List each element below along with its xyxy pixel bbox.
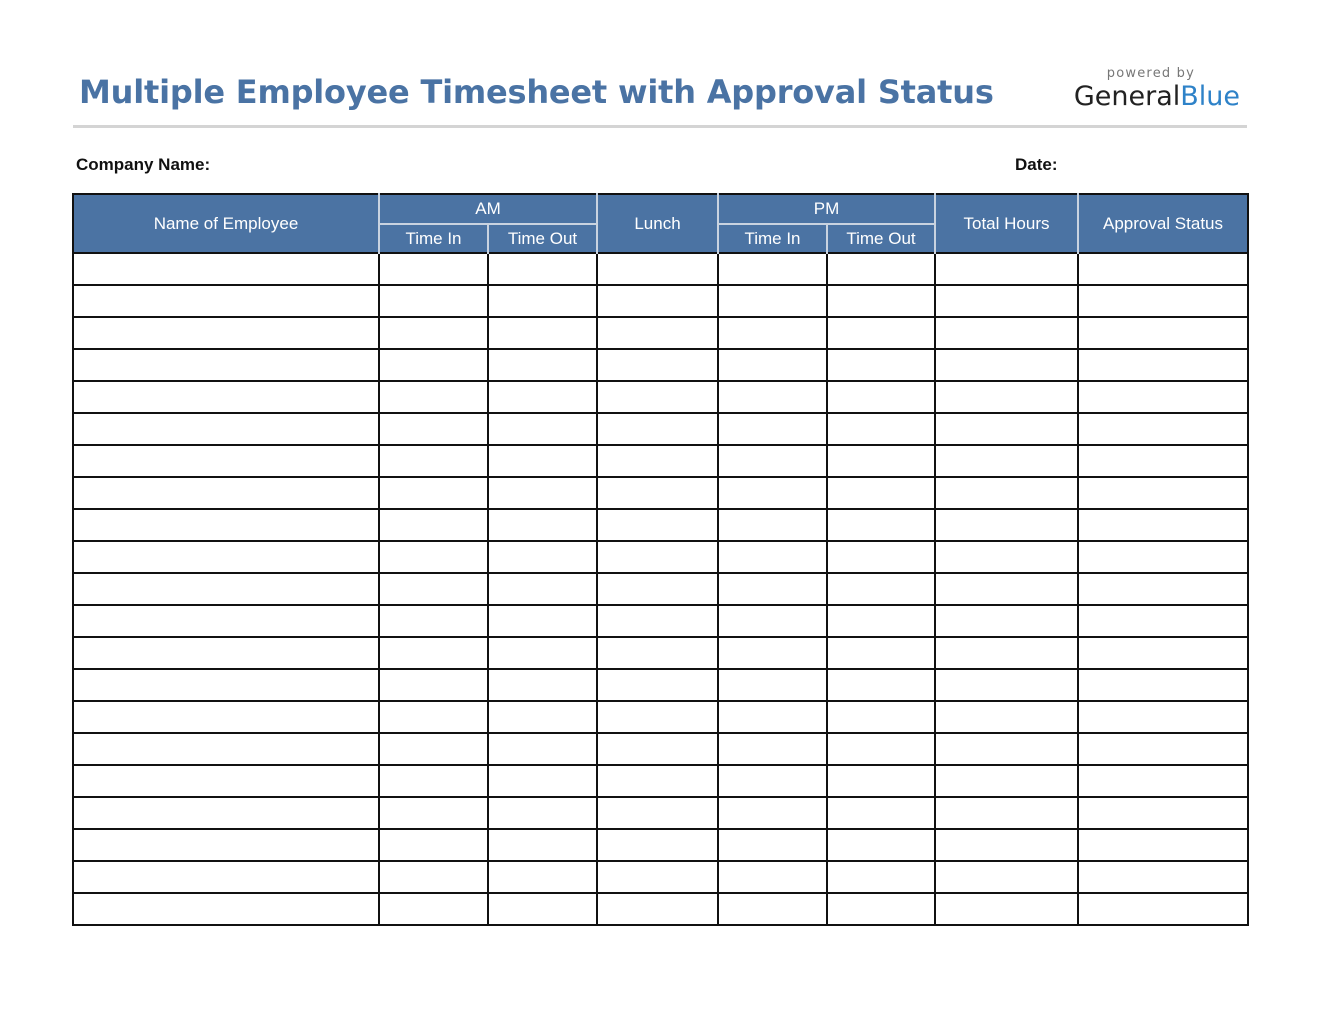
- am-time-out-cell[interactable]: [488, 829, 597, 861]
- lunch-cell[interactable]: [597, 701, 718, 733]
- pm-time-in-cell[interactable]: [718, 253, 827, 285]
- table-row: [73, 829, 1248, 861]
- pm-time-out-cell[interactable]: [827, 477, 935, 509]
- employee-name-cell[interactable]: [73, 605, 379, 637]
- pm-time-in-cell[interactable]: [718, 797, 827, 829]
- header-lunch: Lunch: [597, 194, 718, 253]
- total-hours-cell[interactable]: [935, 509, 1078, 541]
- table-row: [73, 381, 1248, 413]
- lunch-cell[interactable]: [597, 605, 718, 637]
- pm-time-out-cell[interactable]: [827, 701, 935, 733]
- am-time-out-cell[interactable]: [488, 733, 597, 765]
- employee-name-cell[interactable]: [73, 253, 379, 285]
- pm-time-in-cell[interactable]: [718, 669, 827, 701]
- table-row: [73, 413, 1248, 445]
- am-time-in-cell[interactable]: [379, 381, 488, 413]
- approval-status-cell[interactable]: [1078, 285, 1248, 317]
- lunch-cell[interactable]: [597, 381, 718, 413]
- table-row: [73, 637, 1248, 669]
- page-title: Multiple Employee Timesheet with Approval Status: [79, 73, 994, 111]
- lunch-cell[interactable]: [597, 765, 718, 797]
- header-pm-time-in: Time In: [718, 224, 827, 253]
- pm-time-out-cell[interactable]: [827, 829, 935, 861]
- brand-name-general: General: [1073, 81, 1181, 112]
- brand-name-blue: Blue: [1180, 81, 1240, 112]
- lunch-cell[interactable]: [597, 445, 718, 477]
- employee-name-cell[interactable]: [73, 541, 379, 573]
- employee-name-cell[interactable]: [73, 893, 379, 925]
- table-row: [73, 893, 1248, 925]
- pm-time-out-cell[interactable]: [827, 317, 935, 349]
- table-row: [73, 317, 1248, 349]
- total-hours-cell[interactable]: [935, 317, 1078, 349]
- am-time-in-cell[interactable]: [379, 413, 488, 445]
- am-time-out-cell[interactable]: [488, 317, 597, 349]
- lunch-cell[interactable]: [597, 829, 718, 861]
- table-row: [73, 573, 1248, 605]
- approval-status-cell[interactable]: [1078, 541, 1248, 573]
- pm-time-in-cell[interactable]: [718, 733, 827, 765]
- pm-time-in-cell[interactable]: [718, 541, 827, 573]
- total-hours-cell[interactable]: [935, 413, 1078, 445]
- lunch-cell[interactable]: [597, 253, 718, 285]
- total-hours-cell[interactable]: [935, 541, 1078, 573]
- pm-time-in-cell[interactable]: [718, 765, 827, 797]
- pm-time-in-cell[interactable]: [718, 445, 827, 477]
- table-row: [73, 605, 1248, 637]
- lunch-cell[interactable]: [597, 413, 718, 445]
- total-hours-cell[interactable]: [935, 253, 1078, 285]
- approval-status-cell[interactable]: [1078, 413, 1248, 445]
- pm-time-out-cell[interactable]: [827, 765, 935, 797]
- am-time-in-cell[interactable]: [379, 605, 488, 637]
- header-total-hours: Total Hours: [935, 194, 1078, 253]
- am-time-out-cell[interactable]: [488, 253, 597, 285]
- pm-time-in-cell[interactable]: [718, 893, 827, 925]
- lunch-cell[interactable]: [597, 733, 718, 765]
- total-hours-cell[interactable]: [935, 285, 1078, 317]
- employee-name-cell[interactable]: [73, 765, 379, 797]
- employee-name-cell[interactable]: [73, 797, 379, 829]
- lunch-cell[interactable]: [597, 317, 718, 349]
- total-hours-cell[interactable]: [935, 893, 1078, 925]
- pm-time-out-cell[interactable]: [827, 541, 935, 573]
- approval-status-cell[interactable]: [1078, 765, 1248, 797]
- approval-status-cell[interactable]: [1078, 573, 1248, 605]
- am-time-out-cell[interactable]: [488, 797, 597, 829]
- am-time-in-cell[interactable]: [379, 861, 488, 893]
- header-am-time-out: Time Out: [488, 224, 597, 253]
- brand-name: [1074, 81, 1240, 113]
- approval-status-cell[interactable]: [1078, 637, 1248, 669]
- pm-time-out-cell[interactable]: [827, 509, 935, 541]
- approval-status-cell[interactable]: [1078, 317, 1248, 349]
- approval-status-cell[interactable]: [1078, 253, 1248, 285]
- am-time-in-cell[interactable]: [379, 477, 488, 509]
- table-row: [73, 253, 1248, 285]
- pm-time-in-cell[interactable]: [718, 317, 827, 349]
- header-approval-status: Approval Status: [1078, 194, 1248, 253]
- table-row: [73, 541, 1248, 573]
- total-hours-cell[interactable]: [935, 605, 1078, 637]
- am-time-in-cell[interactable]: [379, 573, 488, 605]
- pm-time-out-cell[interactable]: [827, 413, 935, 445]
- employee-name-cell[interactable]: [73, 509, 379, 541]
- total-hours-cell[interactable]: [935, 381, 1078, 413]
- approval-status-cell[interactable]: [1078, 605, 1248, 637]
- am-time-in-cell[interactable]: [379, 765, 488, 797]
- pm-time-out-cell[interactable]: [827, 285, 935, 317]
- pm-time-in-cell[interactable]: [718, 349, 827, 381]
- approval-status-cell[interactable]: [1078, 829, 1248, 861]
- total-hours-cell[interactable]: [935, 829, 1078, 861]
- employee-name-cell[interactable]: [73, 669, 379, 701]
- header-pm-time-out: Time Out: [827, 224, 935, 253]
- pm-time-out-cell[interactable]: [827, 573, 935, 605]
- total-hours-cell[interactable]: [935, 701, 1078, 733]
- am-time-out-cell[interactable]: [488, 477, 597, 509]
- am-time-in-cell[interactable]: [379, 701, 488, 733]
- pm-time-in-cell[interactable]: [718, 381, 827, 413]
- table-row: [73, 797, 1248, 829]
- am-time-in-cell[interactable]: [379, 669, 488, 701]
- table-row: [73, 765, 1248, 797]
- header-am: AM: [379, 194, 597, 224]
- table-row: [73, 477, 1248, 509]
- lunch-cell[interactable]: [597, 509, 718, 541]
- pm-time-out-cell[interactable]: [827, 445, 935, 477]
- am-time-in-cell[interactable]: [379, 797, 488, 829]
- am-time-in-cell[interactable]: [379, 445, 488, 477]
- pm-time-in-cell[interactable]: [718, 477, 827, 509]
- total-hours-cell[interactable]: [935, 573, 1078, 605]
- lunch-cell[interactable]: [597, 349, 718, 381]
- approval-status-cell[interactable]: [1078, 509, 1248, 541]
- total-hours-cell[interactable]: [935, 861, 1078, 893]
- approval-status-cell[interactable]: [1078, 893, 1248, 925]
- header-pm: PM: [718, 194, 935, 224]
- employee-name-cell[interactable]: [73, 381, 379, 413]
- am-time-out-cell[interactable]: [488, 509, 597, 541]
- total-hours-cell[interactable]: [935, 637, 1078, 669]
- total-hours-cell[interactable]: [935, 797, 1078, 829]
- am-time-in-cell[interactable]: [379, 253, 488, 285]
- title-divider: [73, 125, 1247, 128]
- am-time-out-cell[interactable]: [488, 541, 597, 573]
- table-row: [73, 285, 1248, 317]
- am-time-out-cell[interactable]: [488, 861, 597, 893]
- employee-name-cell[interactable]: [73, 477, 379, 509]
- total-hours-cell[interactable]: [935, 349, 1078, 381]
- pm-time-out-cell[interactable]: [827, 797, 935, 829]
- am-time-out-cell[interactable]: [488, 669, 597, 701]
- approval-status-cell[interactable]: [1078, 861, 1248, 893]
- am-time-out-cell[interactable]: [488, 765, 597, 797]
- table-row: [73, 733, 1248, 765]
- am-time-in-cell[interactable]: [379, 541, 488, 573]
- lunch-cell[interactable]: [597, 285, 718, 317]
- pm-time-out-cell[interactable]: [827, 893, 935, 925]
- pm-time-out-cell[interactable]: [827, 605, 935, 637]
- lunch-cell[interactable]: [597, 637, 718, 669]
- total-hours-cell[interactable]: [935, 669, 1078, 701]
- header-name-of-employee: Name of Employee: [73, 194, 379, 253]
- approval-status-cell[interactable]: [1078, 733, 1248, 765]
- am-time-in-cell[interactable]: [379, 733, 488, 765]
- am-time-out-cell[interactable]: [488, 893, 597, 925]
- am-time-out-cell[interactable]: [488, 637, 597, 669]
- pm-time-out-cell[interactable]: [827, 861, 935, 893]
- lunch-cell[interactable]: [597, 893, 718, 925]
- lunch-cell[interactable]: [597, 573, 718, 605]
- total-hours-cell[interactable]: [935, 445, 1078, 477]
- pm-time-out-cell[interactable]: [827, 349, 935, 381]
- employee-name-cell[interactable]: [73, 701, 379, 733]
- am-time-out-cell[interactable]: [488, 381, 597, 413]
- approval-status-cell[interactable]: [1078, 701, 1248, 733]
- am-time-in-cell[interactable]: [379, 285, 488, 317]
- pm-time-out-cell[interactable]: [827, 637, 935, 669]
- employee-name-cell[interactable]: [73, 413, 379, 445]
- employee-name-cell[interactable]: [73, 445, 379, 477]
- pm-time-in-cell[interactable]: [718, 605, 827, 637]
- am-time-out-cell[interactable]: [488, 349, 597, 381]
- am-time-in-cell[interactable]: [379, 317, 488, 349]
- header-am-time-in: Time In: [379, 224, 488, 253]
- table-row: [73, 861, 1248, 893]
- pm-time-out-cell[interactable]: [827, 381, 935, 413]
- lunch-cell[interactable]: [597, 477, 718, 509]
- employee-name-cell[interactable]: [73, 573, 379, 605]
- pm-time-out-cell[interactable]: [827, 253, 935, 285]
- employee-name-cell[interactable]: [73, 637, 379, 669]
- lunch-cell[interactable]: [597, 797, 718, 829]
- am-time-in-cell[interactable]: [379, 893, 488, 925]
- total-hours-cell[interactable]: [935, 477, 1078, 509]
- company-name-label: Company Name:: [76, 155, 211, 174]
- pm-time-in-cell[interactable]: [718, 829, 827, 861]
- pm-time-in-cell[interactable]: [718, 285, 827, 317]
- timesheet-table: [72, 193, 1249, 926]
- pm-time-in-cell[interactable]: [718, 573, 827, 605]
- pm-time-out-cell[interactable]: [827, 733, 935, 765]
- am-time-in-cell[interactable]: [379, 829, 488, 861]
- approval-status-cell[interactable]: [1078, 477, 1248, 509]
- employee-name-cell[interactable]: [73, 861, 379, 893]
- pm-time-in-cell[interactable]: [718, 701, 827, 733]
- pm-time-in-cell[interactable]: [718, 413, 827, 445]
- am-time-in-cell[interactable]: [379, 349, 488, 381]
- pm-time-out-cell[interactable]: [827, 669, 935, 701]
- am-time-out-cell[interactable]: [488, 285, 597, 317]
- approval-status-cell[interactable]: [1078, 445, 1248, 477]
- lunch-cell[interactable]: [597, 861, 718, 893]
- lunch-cell[interactable]: [597, 669, 718, 701]
- am-time-out-cell[interactable]: [488, 573, 597, 605]
- am-time-in-cell[interactable]: [379, 509, 488, 541]
- employee-name-cell[interactable]: [73, 317, 379, 349]
- employee-name-cell[interactable]: [73, 349, 379, 381]
- powered-by-text: powered by: [1106, 66, 1196, 81]
- approval-status-cell[interactable]: [1078, 381, 1248, 413]
- table-row: [73, 509, 1248, 541]
- table-row: [73, 669, 1248, 701]
- employee-name-cell[interactable]: [73, 285, 379, 317]
- date-label: Date:: [1015, 155, 1058, 174]
- approval-status-cell[interactable]: [1078, 797, 1248, 829]
- table-row: [73, 445, 1248, 477]
- total-hours-cell[interactable]: [935, 765, 1078, 797]
- approval-status-cell[interactable]: [1078, 349, 1248, 381]
- brand-logo: [1074, 66, 1240, 113]
- pm-time-in-cell[interactable]: [718, 509, 827, 541]
- pm-time-in-cell[interactable]: [718, 861, 827, 893]
- timesheet-body: [73, 253, 1248, 925]
- am-time-out-cell[interactable]: [488, 413, 597, 445]
- am-time-in-cell[interactable]: [379, 637, 488, 669]
- am-time-out-cell[interactable]: [488, 445, 597, 477]
- employee-name-cell[interactable]: [73, 829, 379, 861]
- am-time-out-cell[interactable]: [488, 605, 597, 637]
- table-row: [73, 701, 1248, 733]
- pm-time-in-cell[interactable]: [718, 637, 827, 669]
- total-hours-cell[interactable]: [935, 733, 1078, 765]
- table-row: [73, 349, 1248, 381]
- lunch-cell[interactable]: [597, 541, 718, 573]
- approval-status-cell[interactable]: [1078, 669, 1248, 701]
- employee-name-cell[interactable]: [73, 733, 379, 765]
- am-time-out-cell[interactable]: [488, 701, 597, 733]
